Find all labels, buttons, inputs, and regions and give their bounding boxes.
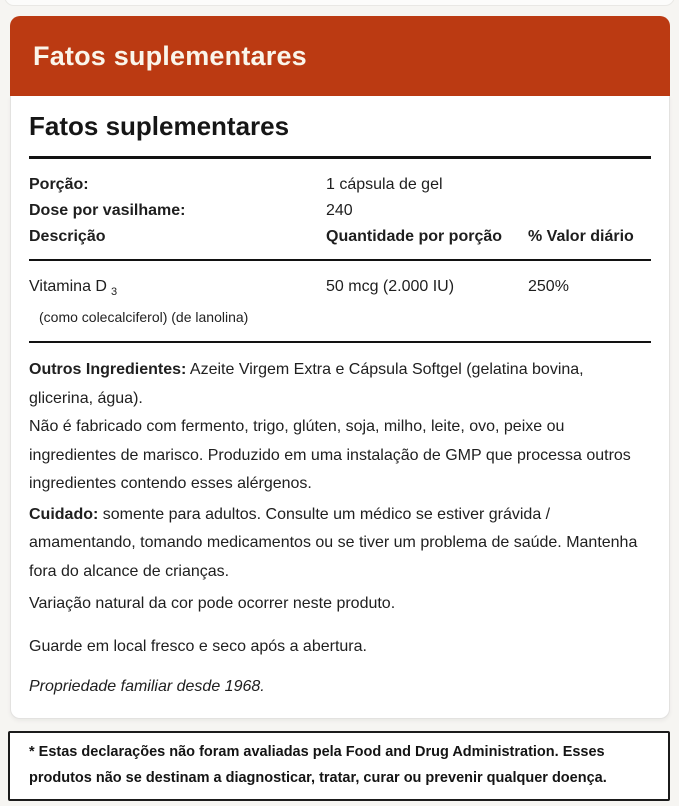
table-header-row <box>29 224 651 250</box>
fda-disclaimer-box <box>8 731 670 801</box>
other-ingredients-label: Outros Ingredientes: <box>29 361 187 379</box>
allergen-statement: Não é fabricado com fermento, trigo, glúten, soja, milho, leite, ovo, peixe ou ingredientes de marisco. Produzido em uma instalação de GMP que processa outros ingredientes contendo esses alérgenos. <box>29 418 631 493</box>
other-ingredients-text: Azeite Virgem Extra e Cápsula Softgel (gelatina bovina, glicerina, água). <box>29 361 584 407</box>
servings-per-container-row <box>29 198 651 224</box>
servings-per-container-label: Dose por vasilhame: <box>29 202 186 219</box>
serving-size-label: Porção: <box>29 176 89 193</box>
nutrient-amount: 50 mcg (2.000 IU) <box>326 278 455 295</box>
facts-info-rows <box>29 172 651 250</box>
nutrient-source-detail: (como colecalciferol) (de lanolina) <box>39 309 249 326</box>
supplement-facts-accordion-header[interactable] <box>10 16 670 96</box>
nutrient-subscript: 3 <box>110 286 118 299</box>
nutrient-daily-value: 250% <box>528 278 569 295</box>
storage-note: Guarde em local fresco e seco após a abertura. <box>29 637 367 655</box>
nutrient-values-row <box>29 274 651 305</box>
accordion-header-title: Fatos suplementares <box>33 40 307 71</box>
servings-per-container-value: 240 <box>326 202 353 219</box>
serving-size-value: 1 cápsula de gel <box>326 176 443 193</box>
caution-paragraph <box>29 501 651 587</box>
fda-disclaimer-text: * Estas declarações não foram avaliadas pela Food and Drug Administration. Esses produtos não se destinam a diagnosticar, tratar, curar ou prevenir qualquer doença. <box>29 744 607 786</box>
color-variation-note: Variação natural da cor pode ocorrer neste produto. <box>29 595 396 613</box>
caution-text: somente para adultos. Consulte um médico se estiver grávida / amamentando, tomando medicamentos ou se tiver um problema de saúde. Mantenha fora do alcance de crianças. <box>29 505 638 580</box>
nutrient-row-vitamin-d3 <box>29 274 651 327</box>
panel-title: Fatos suplementares <box>29 111 290 141</box>
divider-thin-top <box>29 259 651 261</box>
caution-label: Cuidado: <box>29 505 99 523</box>
column-description: Descrição <box>29 228 106 245</box>
nutrient-name: Vitamina D $_3$ <box>29 278 118 299</box>
family-owned-note: Propriedade familiar desde 1968. <box>29 678 265 696</box>
column-daily-value: % Valor diário <box>528 228 634 245</box>
divider-thick <box>29 156 651 159</box>
column-amount-per-serving: Quantidade por porção <box>326 228 503 245</box>
serving-size-row <box>29 172 651 198</box>
supplement-facts-card <box>10 96 670 719</box>
label-paragraphs <box>29 356 651 702</box>
other-ingredients-paragraph <box>29 356 651 413</box>
previous-card-bottom-edge <box>4 0 675 6</box>
divider-thin-bottom <box>29 341 651 343</box>
